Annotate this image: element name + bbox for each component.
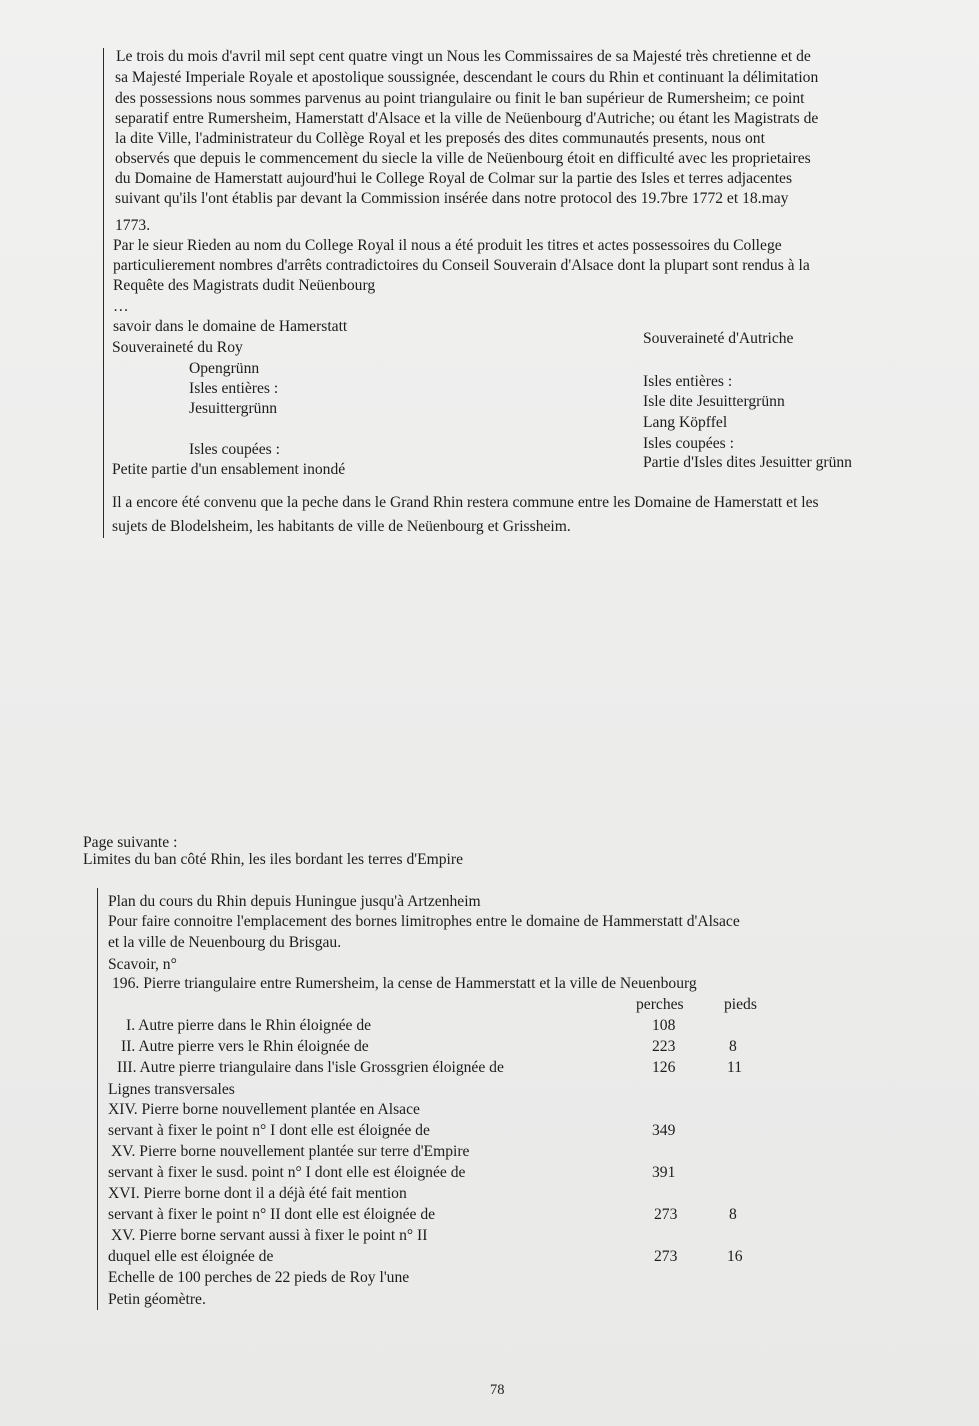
surveyor-signature: Petin géomètre. — [108, 1291, 206, 1308]
boundary-row: I. Autre pierre dans le Rhin éloignée de — [126, 1017, 372, 1034]
right-col-sovereignty: Souveraineté d'Autriche — [643, 330, 794, 347]
row-perches: 391 — [652, 1164, 676, 1181]
note-line: Page suivante : — [83, 834, 178, 851]
right-col-item: Isles entières : — [643, 373, 733, 390]
note-line: Limites du ban côté Rhin, les iles bordant les terres d'Empire — [83, 851, 463, 868]
row-perches: 223 — [652, 1038, 676, 1055]
right-col-item: Lang Köpffel — [643, 414, 728, 431]
paragraph2-line: Par le sieur Rieden au nom du College Royal il nous a été produit les titres et actes possessoires du College — [113, 237, 782, 254]
plan-intro: et la ville de Neuenbourg du Brisgau. — [108, 934, 342, 951]
paragraph1-line: sa Majesté Imperiale Royale et apostolique soussignée, descendant le cours du Rhin et continuant la délimitation — [115, 69, 819, 86]
row-pieds: 11 — [727, 1059, 743, 1076]
left-col-item: Isles entières : — [189, 380, 279, 397]
border-stone-line: XV. Pierre borne nouvellement plantée sur terre d'Empire — [111, 1143, 470, 1160]
right-col-item: Partie d'Isles dites Jesuitter grünn — [643, 454, 852, 471]
paragraph1-line: 1773. — [115, 217, 151, 234]
row-perches: 126 — [652, 1059, 676, 1076]
scale-note: Echelle de 100 perches de 22 pieds de Roy l'une — [108, 1269, 410, 1286]
paragraph1-line: Le trois du mois d'avril mil sept cent quatre vingt un Nous les Commissaires de sa Majesté très chretienne et de — [116, 48, 811, 65]
border-stone-line: XV. Pierre borne servant aussi à fixer le point n° II — [111, 1227, 428, 1244]
border-stone-line: servant à fixer le susd. point n° I dont elle est éloignée de — [108, 1164, 466, 1181]
border-stone-line: XVI. Pierre borne dont il a déjà été fait mention — [108, 1185, 407, 1202]
row-pieds: 8 — [729, 1206, 737, 1223]
column-header-perches: perches — [636, 996, 684, 1013]
left-col-item: Isles coupées : — [189, 441, 280, 458]
lignes-heading: Lignes transversales — [108, 1081, 235, 1098]
left-col-item: Opengrünn — [189, 360, 260, 377]
paragraph3-line: sujets de Blodelsheim, les habitants de ville de Neüenbourg et Grissheim. — [112, 518, 571, 535]
paragraph2-line: Requête des Magistrats dudit Neüenbourg — [113, 277, 376, 294]
paragraph2-line: particulierement nombres d'arrêts contradictoires du Conseil Souverain d'Alsace dont la plupart sont rendus à la — [113, 257, 810, 274]
page-number: 78 — [490, 1382, 505, 1398]
column-header-pieds: pieds — [724, 996, 757, 1013]
border-stone-line: servant à fixer le point n° I dont elle est éloignée de — [108, 1122, 430, 1139]
paragraph1-line: suivant qu'ils l'ont établis par devant la Commission insérée dans notre protocol des 19.7bre 1772 et 18.may — [115, 190, 789, 207]
row-pieds: 8 — [729, 1038, 737, 1055]
left-col-item: Petite partie d'un ensablement inondé — [112, 461, 346, 478]
paragraph1-line: du Domaine de Hamerstatt aujourd'hui le College Royal de Colmar sur la partie des Isles et terres adjacentes — [115, 170, 793, 187]
border-stone-line: servant à fixer le point n° II dont elle est éloignée de — [108, 1206, 436, 1223]
left-col-item: Jesuittergrünn — [189, 400, 278, 417]
paragraph1-line: des possessions nous sommes parvenus au point triangulaire ou finit le ban supérieur de Rumersheim; ce point — [115, 90, 805, 107]
plan-title: Plan du cours du Rhin depuis Huningue jusqu'à Artzenheim — [108, 893, 481, 910]
row-perches: 349 — [652, 1122, 676, 1139]
row-perches: 273 — [654, 1248, 678, 1265]
border-stone-line: duquel elle est éloignée de — [108, 1248, 274, 1265]
left-col-sovereignty: Souveraineté du Roy — [112, 339, 243, 356]
plan-intro: Pour faire connoitre l'emplacement des bornes limitrophes entre le domaine de Hammerstatt d'Alsace — [108, 913, 740, 930]
plan-first-boundary: 196. Pierre triangulaire entre Rumersheim, la cense de Hammerstatt et la ville de Neuenbourg — [112, 975, 697, 992]
right-col-item: Isles coupées : — [643, 435, 734, 452]
paragraph1-line: observés que depuis le commencement du siecle la ville de Neüenbourg étoit en difficulté avec les proprietaires — [115, 150, 811, 167]
paragraph3-line: Il a encore été convenu que la peche dans le Grand Rhin restera commune entre les Domaine de Hamerstatt et les — [112, 494, 819, 511]
row-perches: 108 — [652, 1017, 676, 1034]
right-col-item: Isle dite Jesuittergrünn — [643, 393, 785, 410]
paragraph1-line: separatif entre Rumersheim, Hamerstatt d'Alsace et la ville de Neüenbourg d'Autriche; ou étant les Magistrats de — [115, 110, 819, 127]
border-stone-line: XIV. Pierre borne nouvellement plantée en Alsace — [108, 1101, 420, 1118]
row-perches: 273 — [654, 1206, 678, 1223]
plan-scavoir: Scavoir, n° — [108, 956, 177, 973]
boundary-row: III. Autre pierre triangulaire dans l'isle Grossgrien éloignée de — [117, 1059, 504, 1076]
ellipsis: … — [113, 298, 129, 315]
boundary-row: II. Autre pierre vers le Rhin éloignée de — [121, 1038, 369, 1055]
left-col-heading: savoir dans le domaine de Hamerstatt — [113, 318, 348, 335]
paragraph1-line: la dite Ville, l'administrateur du Collège Royal et les preposés des dites communautés presents, nous ont — [115, 130, 765, 147]
row-pieds: 16 — [727, 1248, 743, 1265]
